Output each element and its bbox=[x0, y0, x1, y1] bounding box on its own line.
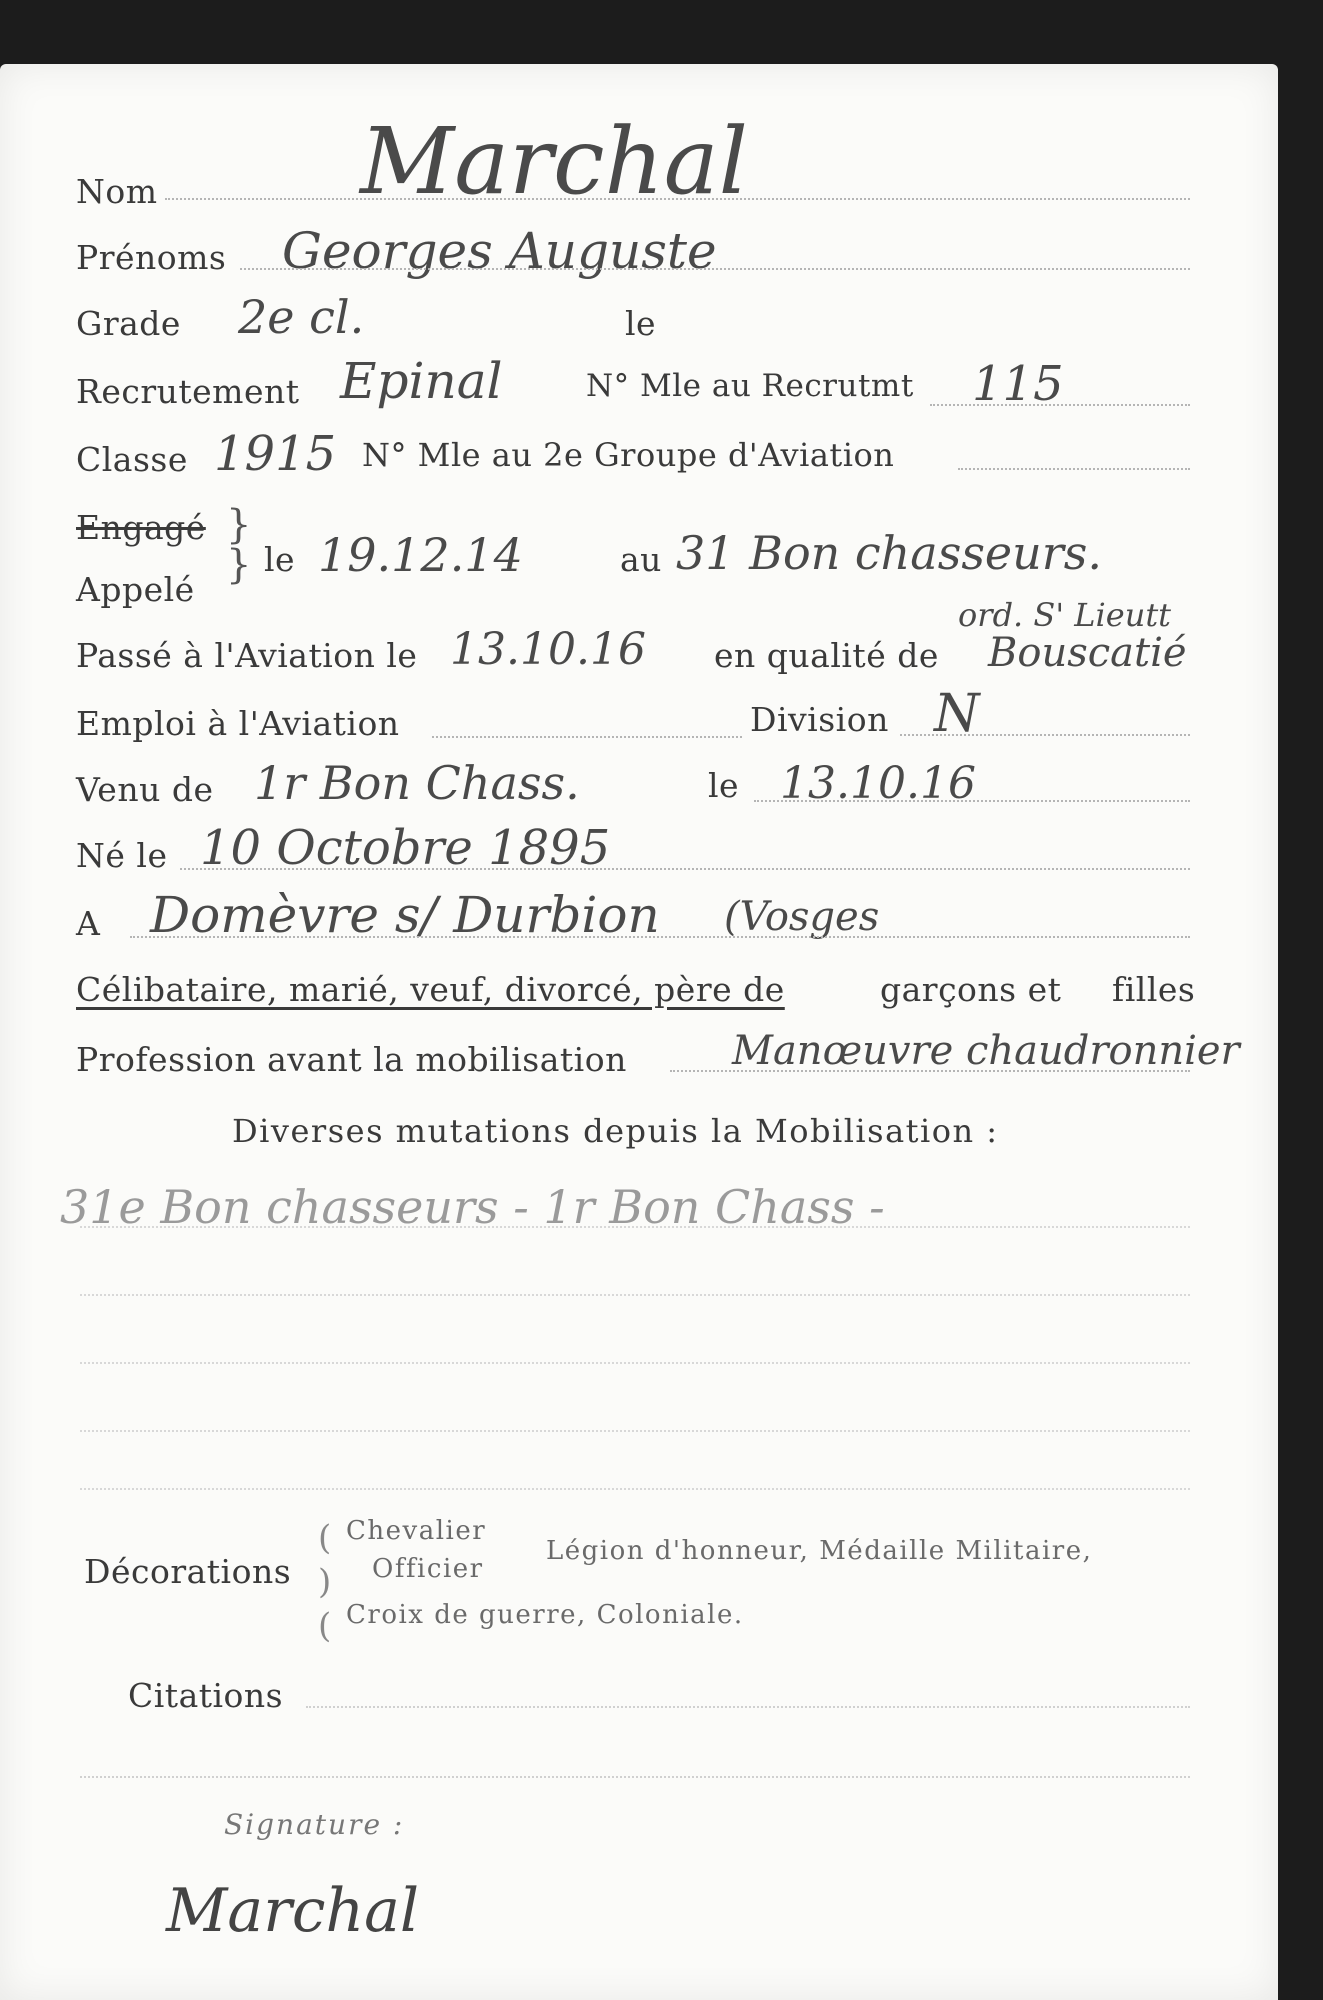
mutations-heading: Diverses mutations depuis la Mobilisation : bbox=[232, 1112, 999, 1150]
label-decorations: Décorations bbox=[84, 1552, 292, 1591]
value-qualite-line1: ord. S' Lieutt bbox=[958, 596, 1172, 634]
label-emploi: Emploi à l'Aviation bbox=[76, 704, 400, 743]
value-venu: 1r Bon Chass. bbox=[254, 756, 580, 810]
value-engage-au: 31 Bon chasseurs. bbox=[676, 526, 1102, 580]
label-no-recrut: N° Mle au Recrutmt bbox=[586, 368, 914, 404]
label-grade: Grade bbox=[76, 304, 181, 343]
label-etat-civil bbox=[76, 970, 785, 1009]
value-division: N bbox=[934, 684, 980, 744]
label-filles: filles bbox=[1112, 970, 1196, 1009]
label-nom: Nom bbox=[76, 172, 158, 211]
dotted-line bbox=[80, 1430, 1190, 1432]
label-garcons: garçons et bbox=[880, 970, 1062, 1009]
label-profession: Profession avant la mobilisation bbox=[76, 1040, 627, 1079]
label-chevalier: Chevalier bbox=[346, 1516, 487, 1546]
label-classe: Classe bbox=[76, 440, 188, 479]
label-passe: Passé à l'Aviation le bbox=[76, 636, 418, 675]
label-appele: Appelé bbox=[76, 570, 195, 609]
label-venu-le: le bbox=[708, 766, 740, 805]
dotted-line bbox=[306, 1706, 1190, 1708]
dotted-line bbox=[180, 868, 1190, 870]
dotted-line bbox=[80, 1776, 1190, 1778]
value-nom: Marchal bbox=[360, 108, 749, 215]
value-passe-le: 13.10.16 bbox=[450, 624, 646, 675]
dotted-line bbox=[80, 1294, 1190, 1296]
value-departement: (Vosges bbox=[724, 894, 880, 940]
brace-left: } } bbox=[226, 502, 252, 588]
dotted-line bbox=[80, 1226, 1190, 1228]
dotted-line bbox=[165, 198, 1190, 200]
label-ne-le: Né le bbox=[76, 836, 168, 875]
value-prenoms: Georges Auguste bbox=[282, 222, 717, 280]
label-prenoms: Prénoms bbox=[76, 238, 227, 277]
dotted-line bbox=[130, 936, 1190, 938]
dotted-line bbox=[670, 1070, 1190, 1072]
dotted-line bbox=[958, 468, 1190, 470]
value-engage-le: 19.12.14 bbox=[318, 528, 523, 582]
label-recrutement: Recrutement bbox=[76, 372, 300, 411]
label-etat-civil-text: Célibataire, marié, veuf, divorcé, père de bbox=[76, 970, 785, 1009]
label-qualite: en qualité de bbox=[714, 636, 939, 675]
dotted-line bbox=[432, 736, 742, 738]
label-venu: Venu de bbox=[76, 770, 214, 809]
label-engage-au: au bbox=[620, 540, 662, 579]
dotted-line bbox=[80, 1362, 1190, 1364]
value-ne-le: 10 Octobre 1895 bbox=[200, 820, 611, 876]
label-croix: Croix de guerre, Coloniale. bbox=[346, 1600, 744, 1630]
label-no-groupe: N° Mle au 2e Groupe d'Aviation bbox=[362, 436, 895, 474]
value-lieu: Domèvre s/ Durbion bbox=[150, 886, 660, 944]
value-no-recrut: 115 bbox=[972, 356, 1064, 412]
dotted-line bbox=[930, 404, 1190, 406]
value-qualite-line2: Bouscatié bbox=[988, 630, 1187, 676]
label-officier: Officier bbox=[372, 1554, 484, 1584]
value-signature: Marchal bbox=[166, 1876, 420, 1946]
brace-decorations: ( ) ( bbox=[318, 1518, 332, 1646]
value-recrutement: Epinal bbox=[340, 352, 503, 410]
label-engage-le: le bbox=[264, 540, 296, 579]
label-engage: Engagé bbox=[76, 508, 206, 547]
label-grade-le: le bbox=[625, 304, 657, 343]
dotted-line bbox=[240, 268, 1190, 270]
label-a: A bbox=[76, 904, 101, 943]
label-legion: Légion d'honneur, Médaille Militaire, bbox=[546, 1536, 1093, 1566]
label-citations: Citations bbox=[128, 1676, 284, 1715]
value-grade: 2e cl. bbox=[238, 290, 365, 344]
label-signature: Signature : bbox=[224, 1808, 405, 1841]
label-division: Division bbox=[750, 700, 889, 739]
dotted-line bbox=[80, 1488, 1190, 1490]
value-venu-le: 13.10.16 bbox=[780, 758, 976, 809]
dotted-line bbox=[900, 734, 1190, 736]
value-classe: 1915 bbox=[214, 426, 337, 482]
dotted-line bbox=[754, 800, 1190, 802]
value-profession: Manœuvre chaudronnier bbox=[732, 1028, 1240, 1074]
value-mutations: 31e Bon chasseurs - 1r Bon Chass - bbox=[60, 1180, 885, 1234]
